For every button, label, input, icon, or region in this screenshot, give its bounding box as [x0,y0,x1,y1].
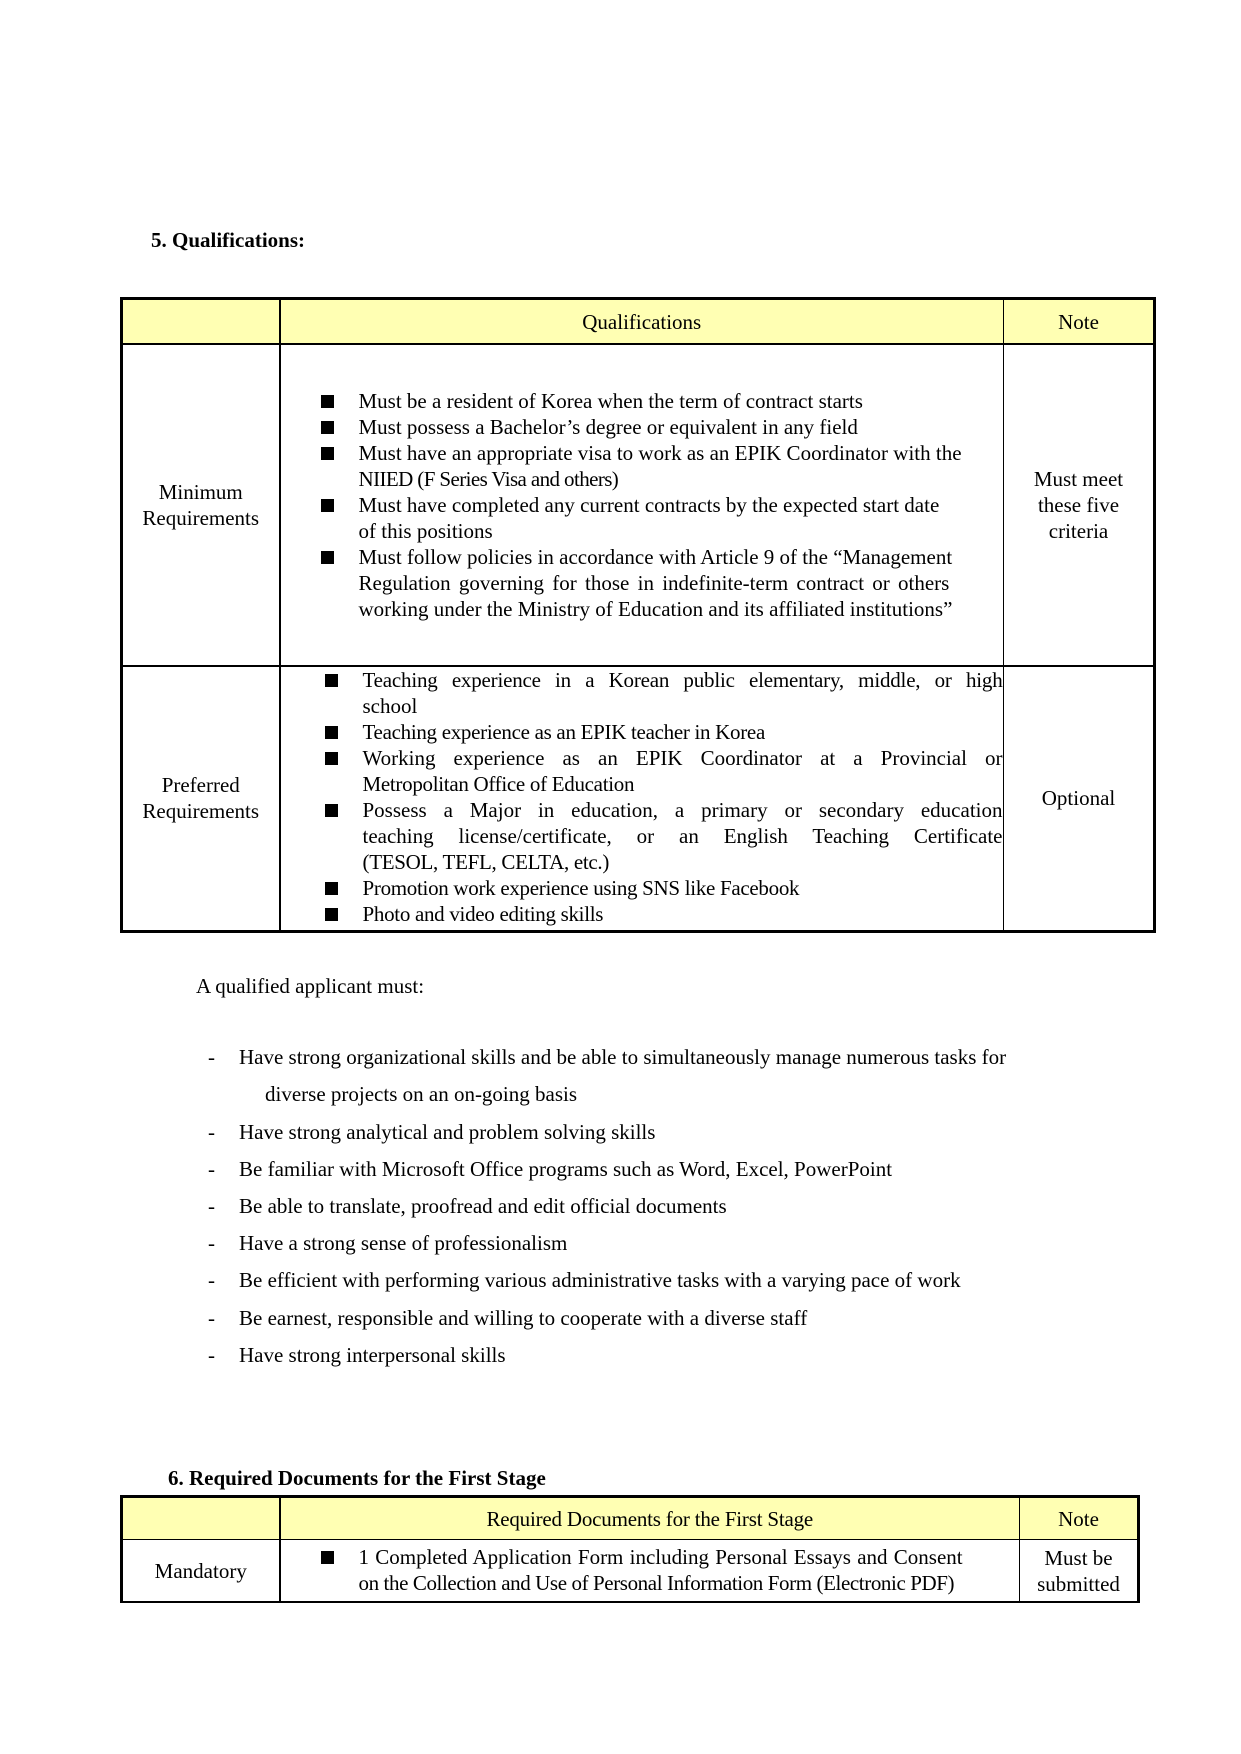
header-qualifications: Qualifications [280,299,1004,344]
note-line: these five [1037,492,1120,517]
note-line: submitted [1037,1571,1120,1596]
section-6-heading: 6. Required Documents for the First Stage [168,1466,546,1490]
mandatory-documents-list [359,1544,1021,1596]
qualifications-table [120,297,1156,933]
list-item: Must follow policies in accordance with Article 9 of the “Management Regulation governing for those in indefinite-term contract or others working under the Ministry of Education and its affiliated institutions” [359,544,1005,622]
list-item: - Have strong interpersonal skills [208,1343,506,1367]
minimum-requirements-list-cell [280,344,1004,666]
section-5-heading: 5. Qualifications: [151,228,306,252]
preferred-requirements-list [363,667,1003,927]
square-bullet-icon [321,395,334,408]
mandatory-documents-cell [280,1540,1020,1602]
square-bullet-icon [321,421,334,434]
list-item: Teaching experience in a Korean public elementary, middle, or high school [363,667,1003,719]
list-item: Promotion work experience using SNS like Facebook [363,875,1003,901]
required-documents-header-row [122,1497,1139,1540]
square-bullet-icon [325,882,338,895]
label-line: Preferred [161,773,240,798]
preferred-requirements-note [1004,666,1155,932]
dash-bullet: - [208,1194,215,1218]
minimum-requirements-label [122,344,280,666]
list-item: - Have a strong sense of professionalism [208,1231,568,1255]
list-item: Must possess a Bachelor’s degree or equivalent in any field [359,414,1005,440]
dash-bullet: - [208,1045,215,1069]
header-empty-cell [122,1497,280,1540]
list-item: - Be able to translate, proofread and edit official documents [208,1194,727,1218]
square-bullet-icon [325,726,338,739]
header-required-documents: Required Documents for the First Stage [280,1497,1020,1540]
preferred-requirements-list-cell [280,666,1004,932]
list-item: Must have completed any current contracts by the expected start date of this positions [359,492,1005,544]
required-documents-table [120,1495,1140,1603]
header-note: Note [1004,299,1155,344]
table-row-preferred [122,666,1155,932]
label-line: Requirements [142,505,260,530]
label-line: Minimum [158,479,243,504]
list-item: Possess a Major in education, a primary or secondary education teaching license/certificate, or an English Teaching Certificate (TESOL, TEFL, CELTA, etc.) [363,797,1003,875]
square-bullet-icon [325,804,338,817]
list-item: Photo and video editing skills [363,901,1003,927]
list-item: - Be familiar with Microsoft Office programs such as Word, Excel, PowerPoint [208,1157,893,1181]
list-item: Working experience as an EPIK Coordinator at a Provincial or Metropolitan Office of Education [363,745,1003,797]
square-bullet-icon [321,551,334,564]
list-item: - Be earnest, responsible and willing to cooperate with a diverse staff [208,1306,808,1330]
square-bullet-icon [325,752,338,765]
applicant-intro: A qualified applicant must: [196,974,425,998]
list-item: Must have an appropriate visa to work as an EPIK Coordinator with the NIIED (F Series Visa and others) [359,440,1005,492]
square-bullet-icon [325,908,338,921]
dash-bullet: - [208,1343,215,1367]
mandatory-note [1020,1540,1139,1602]
square-bullet-icon [321,499,334,512]
header-empty-cell [122,299,280,344]
table-row-mandatory [122,1540,1139,1602]
list-item: 1 Completed Application Form including Personal Essays and Consent on the Collection and Use of Personal Information Form (Electronic PDF) [359,1544,1021,1596]
dash-bullet: - [208,1157,215,1181]
list-item-continuation: diverse projects on an on-going basis [265,1082,578,1106]
square-bullet-icon [325,674,338,687]
label-line: Requirements [142,799,260,824]
square-bullet-icon [321,447,334,460]
header-note: Note [1020,1497,1139,1540]
dash-bullet: - [208,1231,215,1255]
table-row-minimum [122,344,1155,666]
dash-bullet: - [208,1268,215,1292]
note-line: criteria [1048,518,1109,543]
note-line: Must be [1044,1545,1113,1570]
minimum-requirements-note [1004,344,1155,666]
note-line: Must meet [1033,466,1124,491]
list-item: - Be efficient with performing various administrative tasks with a varying pace of work [208,1268,961,1292]
dash-bullet: - [208,1120,215,1144]
list-item: Teaching experience as an EPIK teacher in Korea [363,719,1003,745]
list-item: Must be a resident of Korea when the term of contract starts [359,388,1005,414]
list-item: - Have strong organizational skills and be able to simultaneously manage numerous tasks for [208,1045,1007,1069]
dash-bullet: - [208,1306,215,1330]
preferred-requirements-label [122,666,280,932]
square-bullet-icon [321,1551,334,1564]
minimum-requirements-list [359,388,1005,622]
list-item: - Have strong analytical and problem solving skills [208,1120,656,1144]
mandatory-label: Mandatory [122,1540,280,1602]
note-line: Optional [1041,786,1116,811]
qualifications-header-row [122,299,1155,344]
